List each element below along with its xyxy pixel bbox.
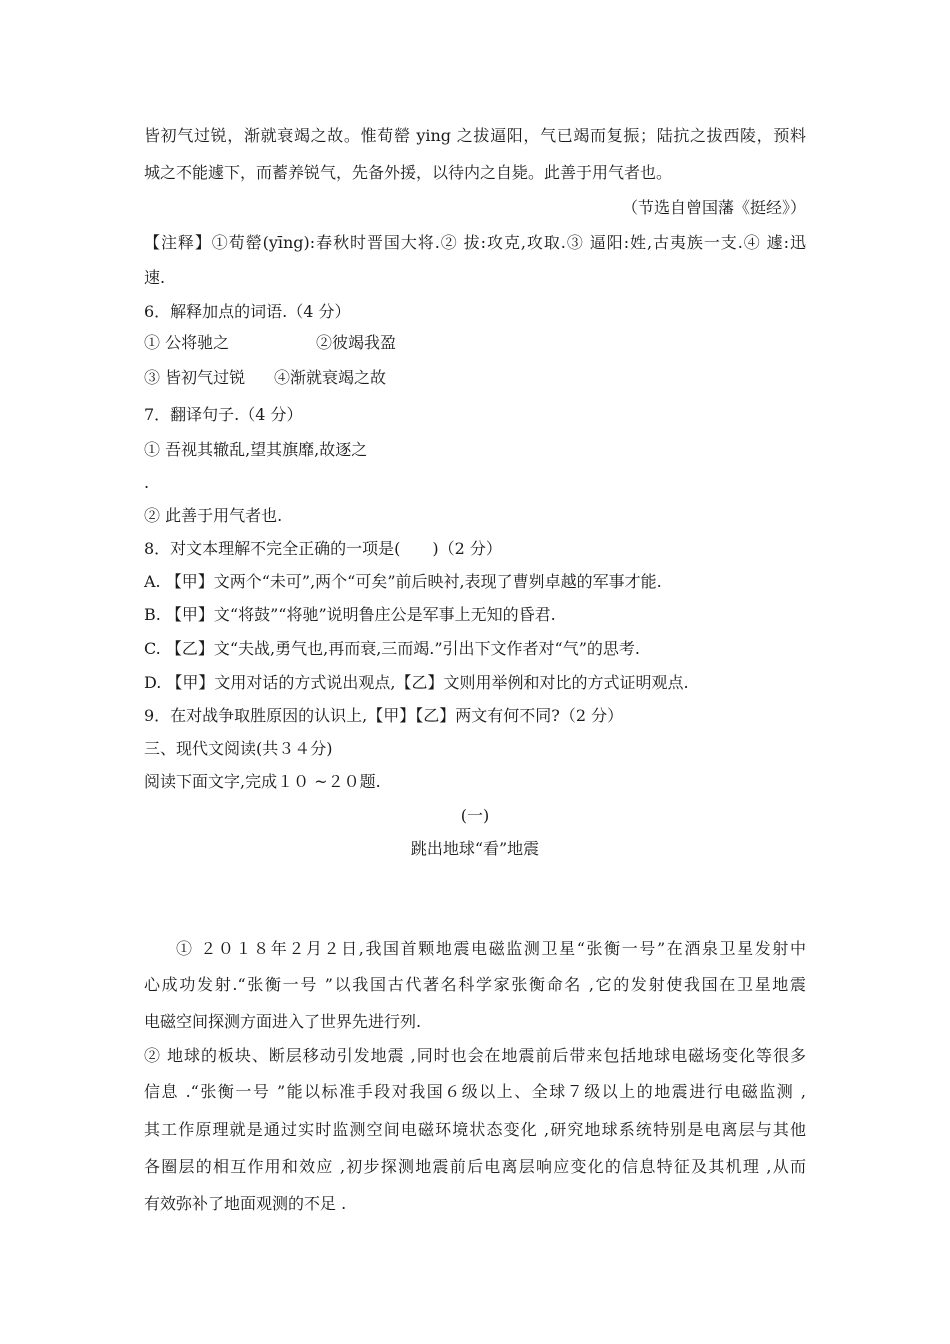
paragraph-line: 其工作原理就是通过实时监测空间电磁环境状态变化 ,研究地球系统特别是电离层与其他 — [144, 1120, 806, 1139]
paragraph-line: 信息 .“张衡一号 ”能以标准手段对我国６级以上、全球７级以上的地震进行电磁监测 , — [144, 1082, 806, 1101]
paragraph-line: 心成功发射.“张衡一号 ”以我国古代著名科学家张衡命名 ,它的发射使我国在卫星地震 — [144, 975, 806, 994]
question-6-item: ②彼竭我盈 — [316, 333, 397, 352]
question-6-stem: 6．解释加点的词语.（4 分） — [144, 302, 351, 321]
question-8-stem: 8．对文本理解不完全正确的一项是( )（2 分） — [144, 539, 502, 558]
annotation-line: 速. — [144, 268, 166, 287]
source-citation: （节选自曾国藩《挺经》） — [621, 198, 806, 217]
passage-line: 皆初气过锐，渐就衰竭之故。惟荀罃 ying 之拔逼阳，气已竭而复振；陆抗之拔西陵，预料 — [144, 126, 806, 145]
passage-line: 城之不能遽下，而蓄养锐气，先备外援，以待内之自毙。此善于用气者也。 — [144, 163, 673, 182]
question-7-item: ① 吾视其辙乱,望其旗靡,故逐之 — [144, 440, 368, 459]
article-title: 跳出地球“看”地震 — [410, 839, 540, 858]
question-7-item: ② 此善于用气者也. — [144, 506, 283, 525]
paragraph-line: ② 地球的板块、断层移动引发地震 ,同时也会在地震前后带来包括地球电磁场变化等很多 — [144, 1046, 806, 1065]
question-8-option: A. 【甲】文两个“未可”,两个“可矣”前后映衬,表现了曹刿卓越的军事才能. — [144, 572, 662, 591]
section-instruction: 阅读下面文字,完成１０ ~２０题. — [144, 772, 381, 791]
paragraph-line: 电磁空间探测方面进入了世界先进行列. — [144, 1012, 422, 1031]
question-9: 9．在对战争取胜原因的认识上,【甲】【乙】两文有何不同?（2 分） — [144, 706, 624, 725]
paragraph-line: ① ２０１８年２月２日,我国首颗地震电磁监测卫星“张衡一号”在酒泉卫星发射中 — [176, 939, 806, 958]
question-8-option: D. 【甲】文用对话的方式说出观点,【乙】文则用举例和对比的方式证明观点. — [144, 673, 689, 692]
paragraph-line: 各圈层的相互作用和效应 ,初步探测地震前后电离层响应变化的信息特征及其机理 ,从而 — [144, 1157, 806, 1176]
question-6-item: ① 公将驰之 — [144, 333, 230, 352]
question-8-option: C. 【乙】文“夫战,勇气也,再而衰,三而竭.”引出下文作者对“气”的思考. — [144, 639, 640, 658]
annotation-line: 【注释】①荀罃(yīng):春秋时晋国大将.② 拔:攻克,攻取.③ 逼阳:姓,古夷族一支.④ 遽:迅 — [144, 233, 806, 252]
paragraph-line: 有效弥补了地面观测的不足 . — [144, 1194, 347, 1213]
answer-blank: . — [144, 473, 150, 492]
question-7-stem: 7．翻译句子.（4 分） — [144, 405, 303, 424]
section-heading: 三、现代文阅读(共３４分) — [144, 739, 333, 758]
question-8-option: B. 【甲】文“将鼓”“将驰”说明鲁庄公是军事上无知的昏君. — [144, 605, 556, 624]
question-6-item: ③ 皆初气过锐 — [144, 368, 246, 387]
part-number: (一) — [460, 806, 490, 825]
question-6-item: ④渐就衰竭之故 — [274, 368, 387, 387]
